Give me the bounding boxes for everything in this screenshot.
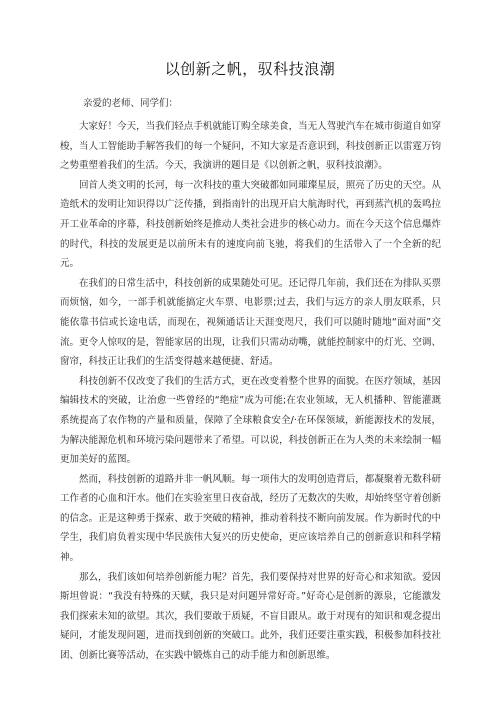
speech-body xyxy=(60,117,441,666)
paragraph: 在我们的日常生活中，科技创新的成果随处可见。还记得几年前，我们还在为排队买票而烦恼，如今，一部手机就能搞定火车票、电影票;过去，我们与远方的亲人朋友联系，只能依靠书信或长途电话，而现在，视频通话让天涯变咫尺，我们可以随时随地“面对面”交流。更令人惊叹的是，智能家居的出现，让我们只需动动嘴，就能控制家中的灯光、空调、窗帘，科技正让我们的生活变得越来越便捷、舒适。 xyxy=(60,277,441,368)
greeting: 亲爱的老师、同学们： xyxy=(83,98,179,109)
paragraph: 大家好！今天，当我们轻点手机就能订购全球美食，当无人驾驶汽车在城市街道自如穿梭，当人工智能助手解答我们的每一个疑问，不知大家是否意识到，科技创新正以雷霆万钧之势重塑着我们的生活。今天，我演讲的题目是《以创新之帆，驭科技浪潮》。 xyxy=(60,121,441,172)
paragraph: 科技创新不仅改变了我们的生活方式，更在改变着整个世界的面貌。在医疗领域，基因编辑技术的突破，让治愈一些曾经的“绝症”成为可能;在农业领域，无人机播种、智能灌溉系统提高了农作物的产量和质量，保障了全球粮食安全/·在环保领域，新能源技术的发展，为解决能源危机和环境污染问题带来了希望。可以说，科技创新正在为人类的未来绘制一幅更加美好的蓝图。 xyxy=(60,375,441,466)
page-title: 以创新之帆，驭科技浪潮 xyxy=(164,60,336,78)
paragraph: 然而，科技创新的道路并非一帆风顺。每一项伟大的发明创造背后，都凝聚着无数科研工作者的心血和汗水。他们在实验室里日夜奋战，经历了无数次的失败，却始终坚守着创新的信念。正是这种勇于探索、敢于突破的精神，推动着科技不断向前发展。作为新时代的中学生，我们肩负着实现中华民族伟大复兴的历史使命，更应该培养自己的创新意识和科学精神。 xyxy=(60,473,441,564)
paragraph: 回首人类文明的长河，每一次科技的重大突破都如同璀璨星辰，照亮了历史的天空。从造纸术的发明让知识得以广泛传播，到指南针的出现开启大航海时代，再到蒸汽机的轰鸣拉开工业革命的序幕，科技创新始终是推动人类社会进步的核心动力。而在今天这个信息爆炸的时代，科技的发展更是以前所未有的速度向前飞驰，将我们的生活带入了一个全新的纪元。 xyxy=(60,179,441,270)
paragraph: 那么，我们该如何培养创新能力呢？首先，我们要保持对世界的好奇心和求知欲。爱因斯坦曾说：“我没有特殊的天赋，我只是对问题异常好奇。”好奇心是创新的源泉，它能激发我们探索未知的欲望。其次，我们要敢于质疑，不盲目跟从。敢于对现有的知识和观念提出疑问，才能发现问题，进而找到创新的突破口。此外，我们还要注重实践，积极参加科技社团、创新比赛等活动，在实践中锻炼自己的动手能力和创新思维。 xyxy=(60,571,441,662)
